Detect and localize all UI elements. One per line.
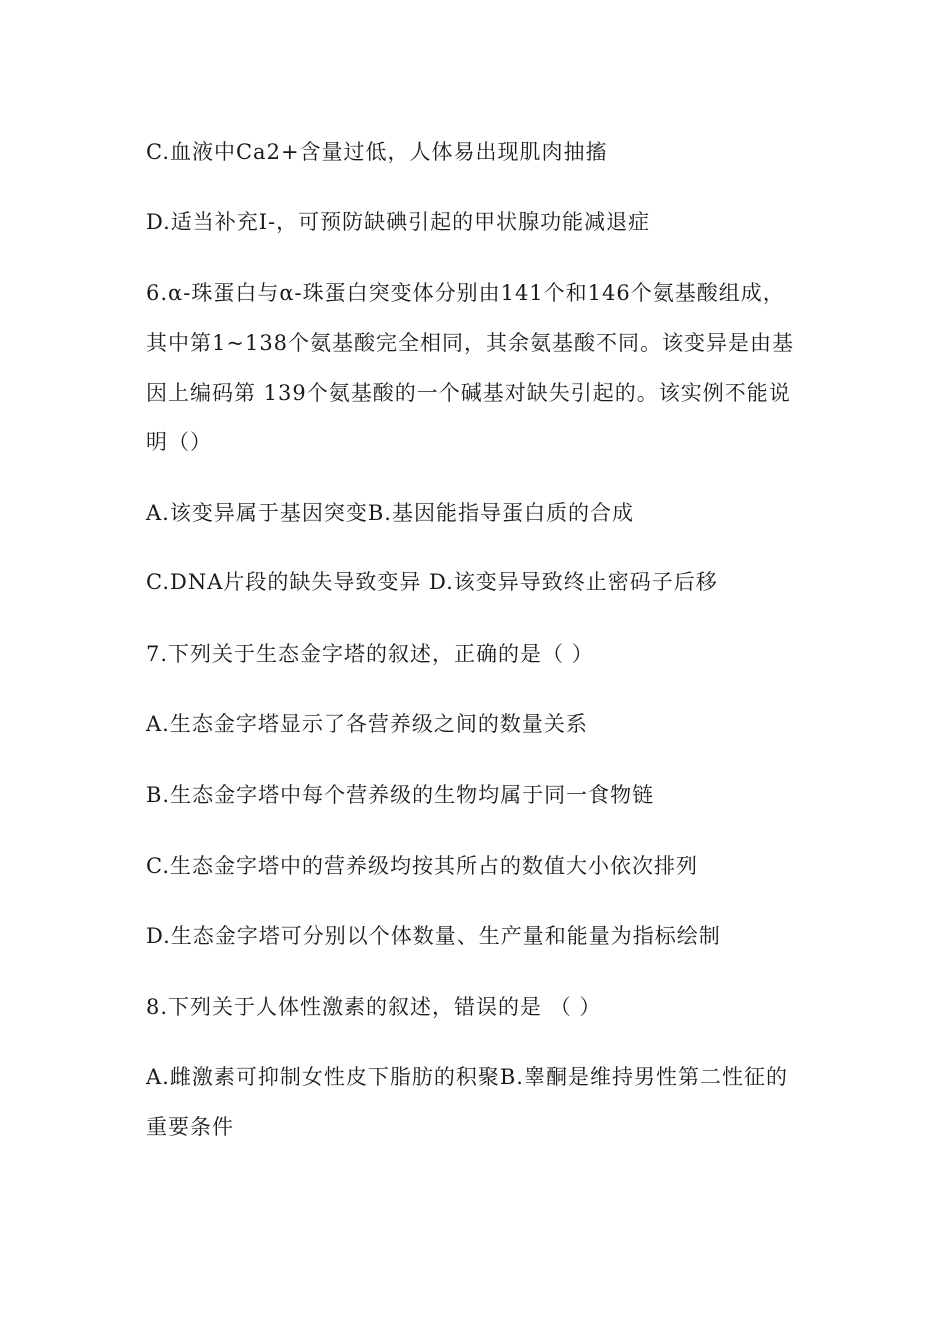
option-8ab-line-2: 重要条件 — [146, 1115, 234, 1139]
option-7b: B.生态金字塔中每个营养级的生物均属于同一食物链 — [146, 783, 655, 807]
question-6-line-3: 因上编码第 139个氨基酸的一个碱基对缺失引起的。该实例不能说 — [146, 381, 791, 405]
option-7d: D.生态金字塔可分别以个体数量、生产量和能量为指标绘制 — [146, 924, 721, 948]
option-6ab: A.该变异属于基因突变B.基因能指导蛋白质的合成 — [146, 501, 634, 525]
question-6-line-1: 6.α-珠蛋白与α-珠蛋白突变体分别由141个和146个氨基酸组成， — [146, 281, 785, 305]
question-7: 7.下列关于生态金字塔的叙述，正确的是（ ） — [146, 642, 594, 666]
question-6-line-4: 明（） — [146, 430, 212, 454]
question-6-line-2: 其中第1~138个氨基酸完全相同，其余氨基酸不同。该变异是由基 — [146, 331, 795, 355]
option-5c: C.血液中Ca2+含量过低，人体易出现肌肉抽搐 — [146, 140, 608, 164]
option-5d: D.适当补充I-，可预防缺碘引起的甲状腺功能减退症 — [146, 210, 651, 234]
option-6cd: C.DNA片段的缺失导致变异 D.该变异导致终止密码子后移 — [146, 570, 718, 594]
option-7c: C.生态金字塔中的营养级均按其所占的数值大小依次排列 — [146, 854, 698, 878]
option-7a: A.生态金字塔显示了各营养级之间的数量关系 — [146, 712, 588, 736]
question-8: 8.下列关于人体性激素的叙述，错误的是 （ ） — [146, 995, 602, 1019]
option-8ab-line-1: A.雌激素可抑制女性皮下脂肪的积聚B.睾酮是维持男性第二性征的 — [146, 1065, 788, 1089]
